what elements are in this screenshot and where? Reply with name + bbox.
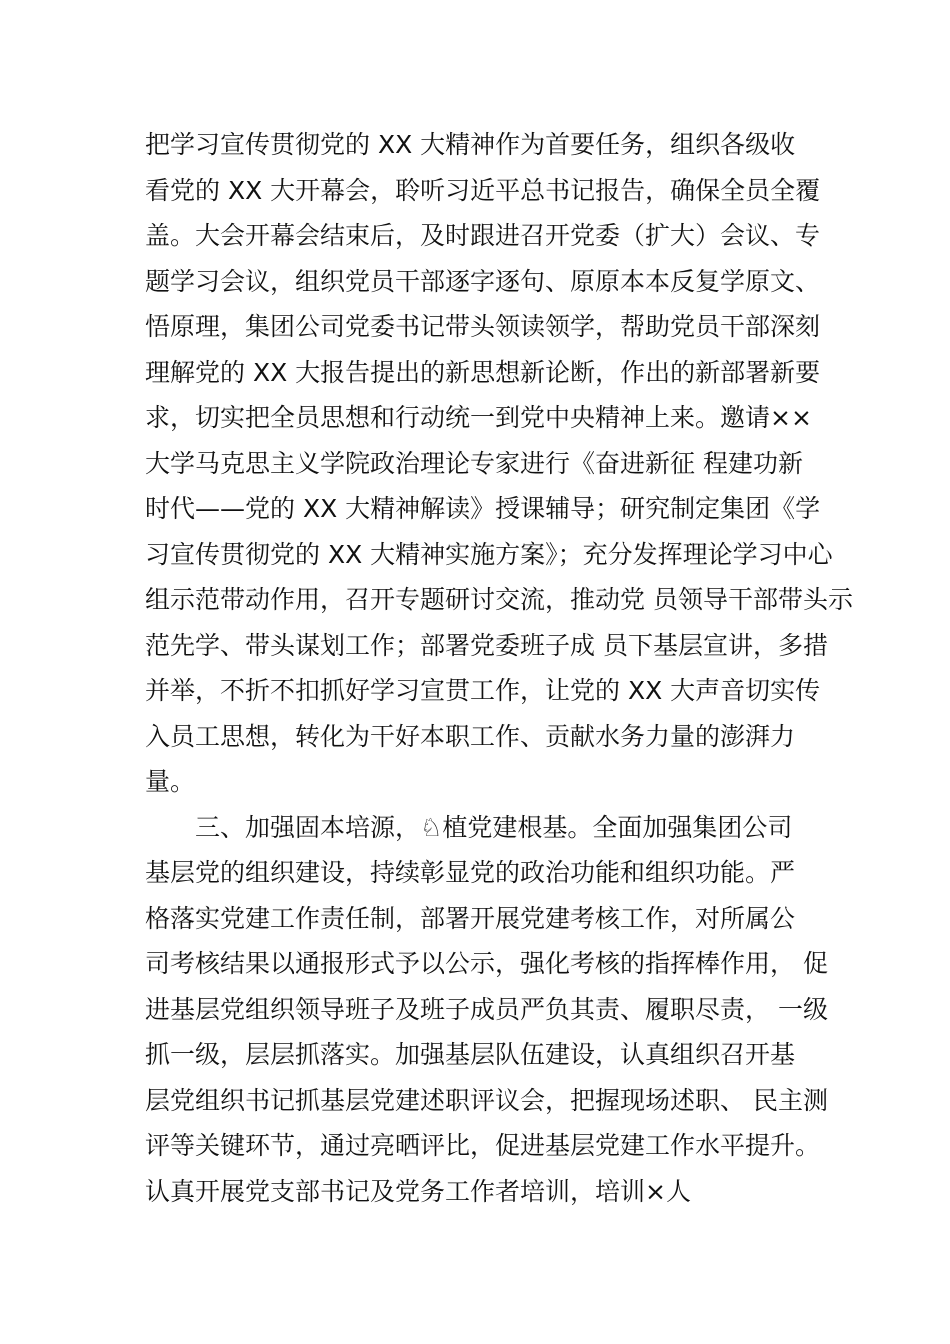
text-line-18: 格落实党建工作责任制，部署开展党建考核工作，对所属公 [145,904,796,933]
text-line-14: 入员工思想，转化为干好本职工作、贡献水务力量的澎湃力 [145,722,796,751]
text-line-12: 范先学、带头谋划工作；部署党委班子成 员下基层宣讲，多措 [145,631,828,660]
text-line-11: 组示范带动作用，召开专题研讨交流，推动党 员领导干部带头示 [145,585,853,614]
text-line-5: 悟原理，集团公司党委书记带头领读领学，帮助党员干部深刻 [145,312,821,341]
text-line-19: 司考核结果以通报形式予以公示，强化考核的指挥棒作用， 促 [145,949,828,978]
text-line-1: 把学习宣传贯彻党的 XX 大精神作为首要任务，组织各级收 [145,130,796,159]
text-line-3: 盖。大会开幕会结束后，及时跟进召开党委（扩大）会议、专 [145,221,821,250]
text-line-7: 求，切实把全员思想和行动统一到党中央精神上来。邀请×× [145,403,812,432]
text-line-17: 基层党的组织建设，持续彰显党的政治功能和组织功能。严 [145,858,796,887]
text-line-20: 进基层党组织领导班子及班子成员严负其责、履职尽责， 一级 [145,995,828,1024]
text-line-15: 量。 [145,767,196,796]
text-line-4: 题学习会议，组织党员干部逐字逐句、原原本本反复学原文、 [145,267,821,296]
text-line-23: 评等关键环节，通过亮晒评比，促进基层党建工作水平提升。 [145,1131,821,1160]
text-line-13: 并举，不折不扣抓好学习宣贯工作，让党的 XX 大声音切实传 [145,676,821,705]
text-line-9: 时代——党的 XX 大精神解读》授课辅导；研究制定集团《学 [145,494,821,523]
text-line-6: 理解党的 XX 大报告提出的新思想新论断，作出的新部署新要 [145,358,821,387]
section-heading-line: 三、加强固本培源，♘植党建根基。全面加强集团公司 [195,813,793,842]
text-line-8: 大学马克思主义学院政治理论专家进行《奋进新征 程建功新 [145,449,803,478]
text-line-21: 抓一级，层层抓落实。加强基层队伍建设，认真组织召开基 [145,1040,796,1069]
text-line-10: 习宣传贯彻党的 XX 大精神实施方案》；充分发挥理论学习中心 [145,540,833,569]
text-line-22: 层党组织书记抓基层党建述职评议会，把握现场述职、 民主测 [145,1086,828,1115]
text-line-2: 看党的 XX 大开幕会，聆听习近平总书记报告，确保全员全覆 [145,176,821,205]
text-line-24: 认真开展党支部书记及党务工作者培训，培训×人 [145,1177,691,1206]
